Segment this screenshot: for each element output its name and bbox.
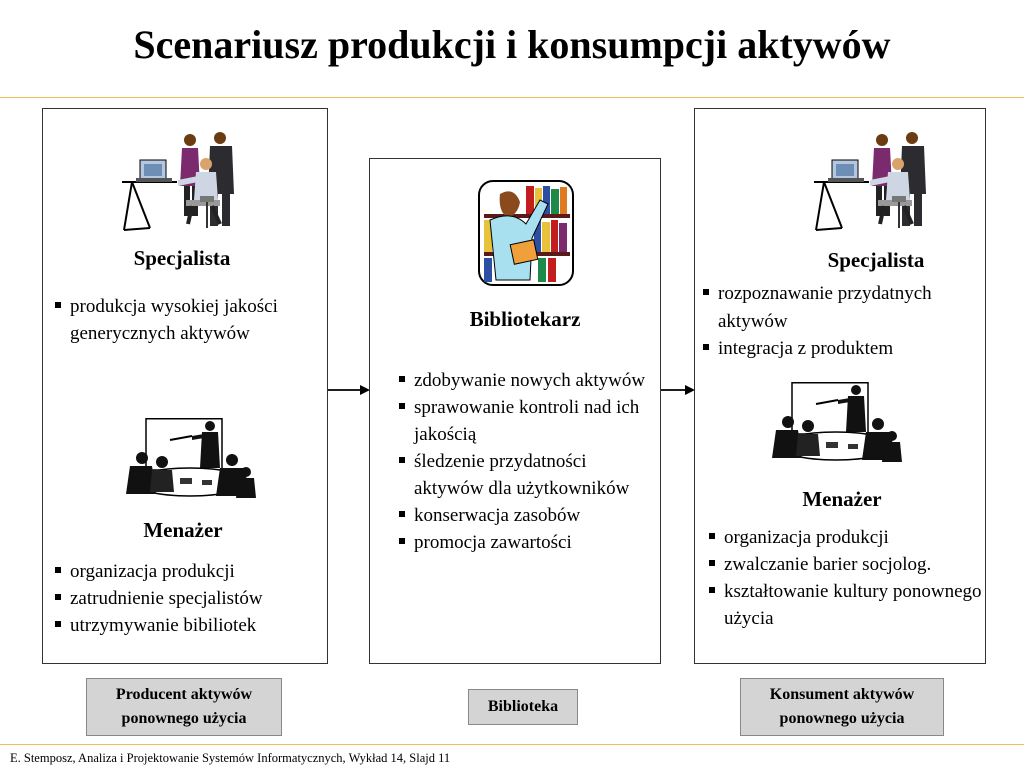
producer-specialist-heading: Specjalista	[133, 246, 231, 270]
arrow-right-icon	[326, 380, 374, 400]
top-rule	[0, 97, 1024, 98]
list-item: promocja zawartości	[398, 529, 648, 556]
library-label: Biblioteka	[468, 689, 578, 725]
list-item: produkcja wysokiej jakości generycznych aktywów	[54, 293, 294, 347]
page-title: Scenariusz produkcji i konsumpcji aktywów	[133, 22, 891, 67]
list-item: organizacja produkcji	[54, 558, 324, 585]
producer-manager-list	[54, 558, 324, 639]
list-item: rozpoznawanie przydatnych aktywów	[702, 280, 982, 335]
producer-label: Producent aktywów ponownego użycia	[86, 678, 282, 736]
producer-manager-heading: Menażer	[143, 518, 223, 542]
producer-specialist-list	[54, 293, 294, 347]
list-item: konserwacja zasobów	[398, 502, 648, 529]
list-item: zatrudnienie specjalistów	[54, 585, 324, 612]
footer-text: E. Stemposz, Analiza i Projektowanie Systemów Informatycznych, Wykład 14, Slajd 11	[10, 751, 451, 765]
manager-meeting-icon	[768, 382, 904, 464]
list-item: zdobywanie nowych aktywów	[398, 367, 648, 394]
list-item: kształtowanie kultury ponownego użycia	[708, 578, 984, 632]
librarian-icon	[478, 180, 574, 286]
specialist-workstation-icon	[814, 130, 944, 234]
librarian-list	[398, 367, 648, 556]
consumer-manager-list	[708, 524, 984, 632]
list-item: śledzenie przydatności aktywów dla użytkowników	[398, 448, 648, 502]
footer-rule	[0, 744, 1024, 745]
list-item: zwalczanie barier socjolog.	[708, 551, 984, 578]
librarian-heading: Bibliotekarz	[469, 307, 581, 331]
list-item: utrzymywanie bibiliotek	[54, 612, 324, 639]
list-item: integracja z produktem	[702, 335, 982, 363]
consumer-specialist-list	[702, 280, 982, 363]
list-item: sprawowanie kontroli nad ich jakością	[398, 394, 648, 448]
consumer-specialist-heading: Specjalista	[827, 248, 925, 272]
consumer-manager-heading: Menażer	[802, 487, 882, 511]
manager-meeting-icon	[122, 418, 258, 500]
consumer-label: Konsument aktywów ponownego użycia	[740, 678, 944, 736]
arrow-right-icon	[659, 380, 699, 400]
specialist-workstation-icon	[122, 130, 252, 234]
list-item: organizacja produkcji	[708, 524, 984, 551]
